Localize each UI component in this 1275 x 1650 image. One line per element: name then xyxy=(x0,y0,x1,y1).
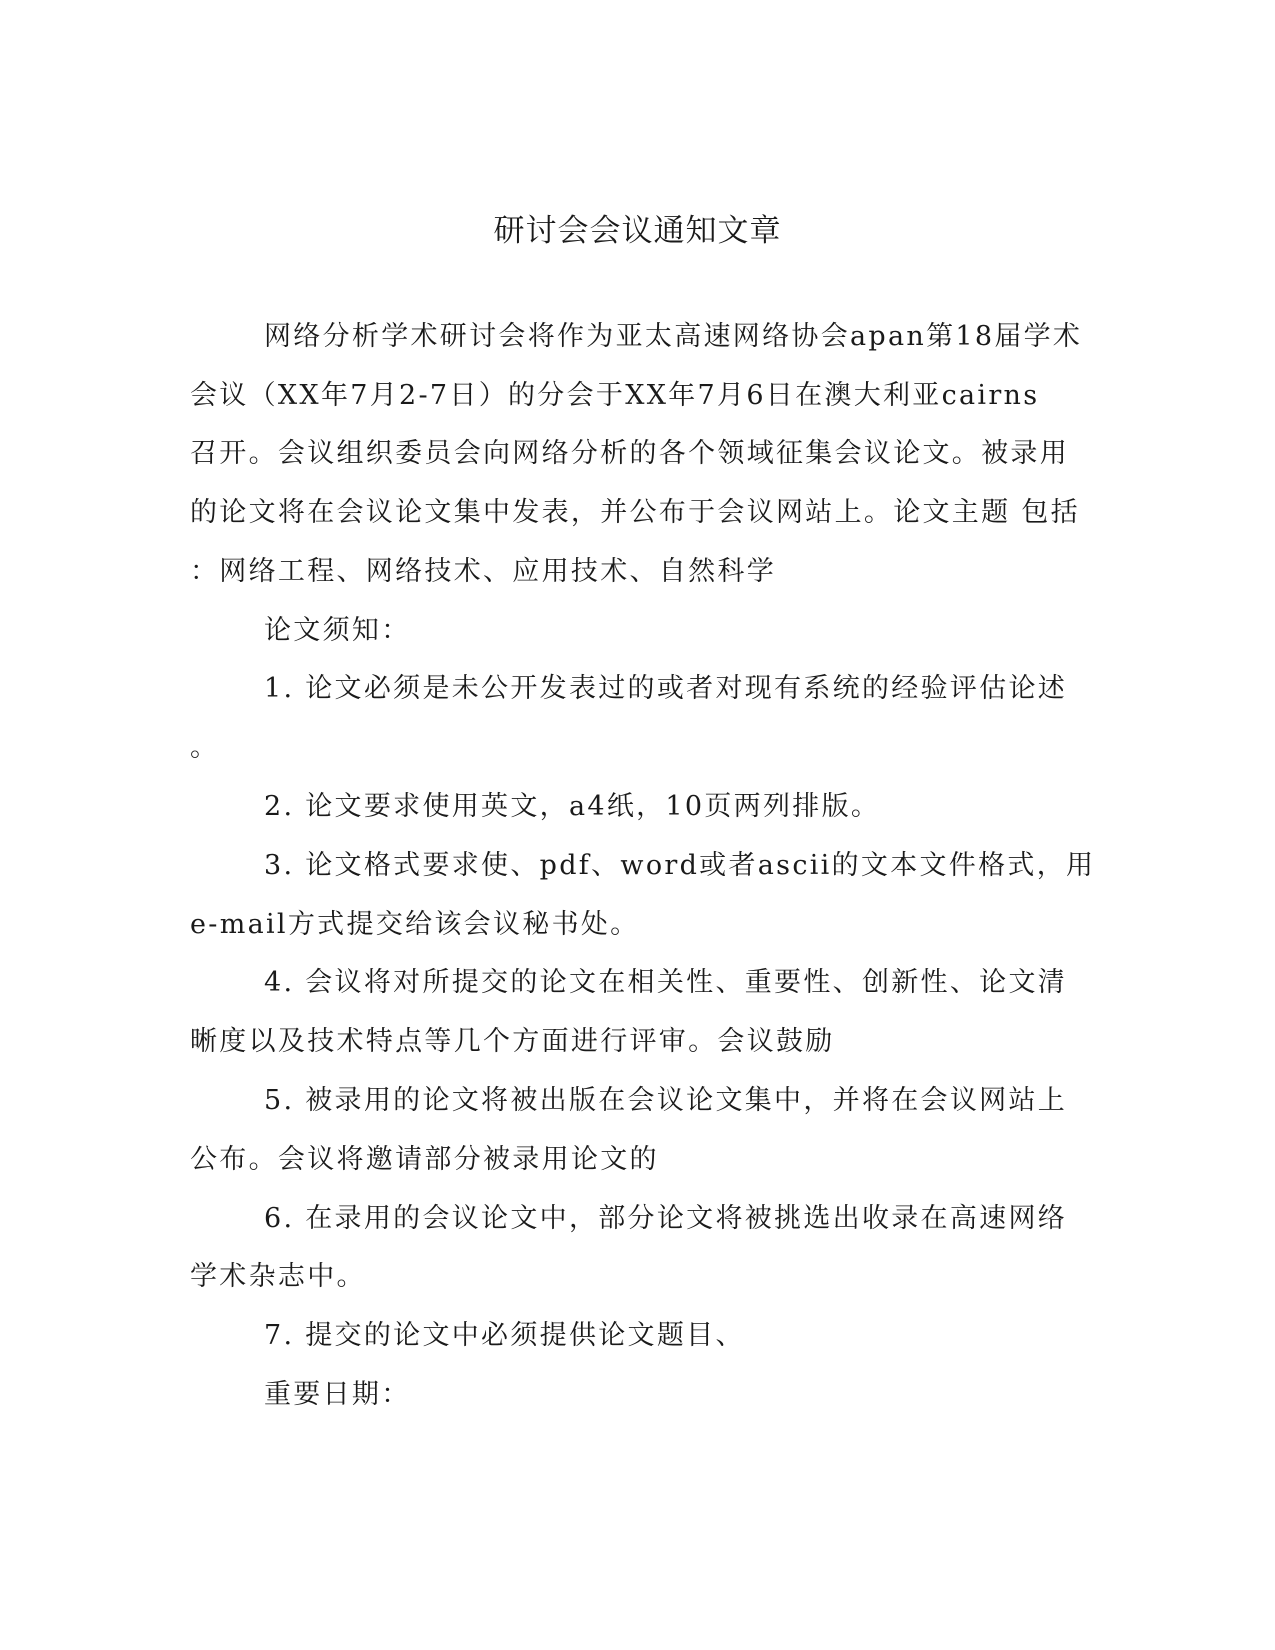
document-title: 研讨会会议通知文章 xyxy=(493,213,782,249)
important-dates-heading: 重要日期： xyxy=(264,1379,411,1410)
paragraph-line: ：网络工程、网络技术、应用技术、自然科学 xyxy=(190,556,776,587)
list-item-3-continuation: e-mail方式提交给该会议秘书处。 xyxy=(190,909,640,940)
list-item-3: 3. 论文格式要求使、pdf、word或者ascii的文本文件格式，用 xyxy=(264,850,1096,881)
paragraph-line: 的论文将在会议论文集中发表，并公布于会议网站上。论文主题 包括 xyxy=(190,497,1080,528)
list-item-5: 5. 被录用的论文将被出版在会议论文集中，并将在会议网站上 xyxy=(264,1085,1068,1116)
paragraph-line: 网络分析学术研讨会将作为亚太高速网络协会apan第18届学术 xyxy=(264,321,1083,352)
list-item-2: 2. 论文要求使用英文，a4纸，10页两列排版。 xyxy=(264,791,881,822)
list-item-6: 6. 在录用的会议论文中，部分论文将被挑选出收录在高速网络 xyxy=(264,1203,1068,1234)
list-item-7: 7. 提交的论文中必须提供论文题目、 xyxy=(264,1320,745,1351)
list-item-4-continuation: 晰度以及技术特点等几个方面进行评审。会议鼓励 xyxy=(190,1026,835,1057)
paragraph-line: 召开。会议组织委员会向网络分析的各个领域征集会议论文。被录用 xyxy=(190,438,1069,469)
list-item-6-continuation: 学术杂志中。 xyxy=(190,1261,366,1292)
list-item-1-continuation: 。 xyxy=(190,732,220,763)
list-item-5-continuation: 公布。会议将邀请部分被录用论文的 xyxy=(190,1144,659,1175)
list-item-1: 1. 论文必须是未公开发表过的或者对现有系统的经验评估论述 xyxy=(264,673,1068,704)
paragraph-line: 会议（XX年7月2-7日）的分会于XX年7月6日在澳大利亚cairns xyxy=(190,380,1040,411)
list-item-4: 4. 会议将对所提交的论文在相关性、重要性、创新性、论文清 xyxy=(264,967,1068,998)
notice-heading: 论文须知： xyxy=(264,615,411,646)
